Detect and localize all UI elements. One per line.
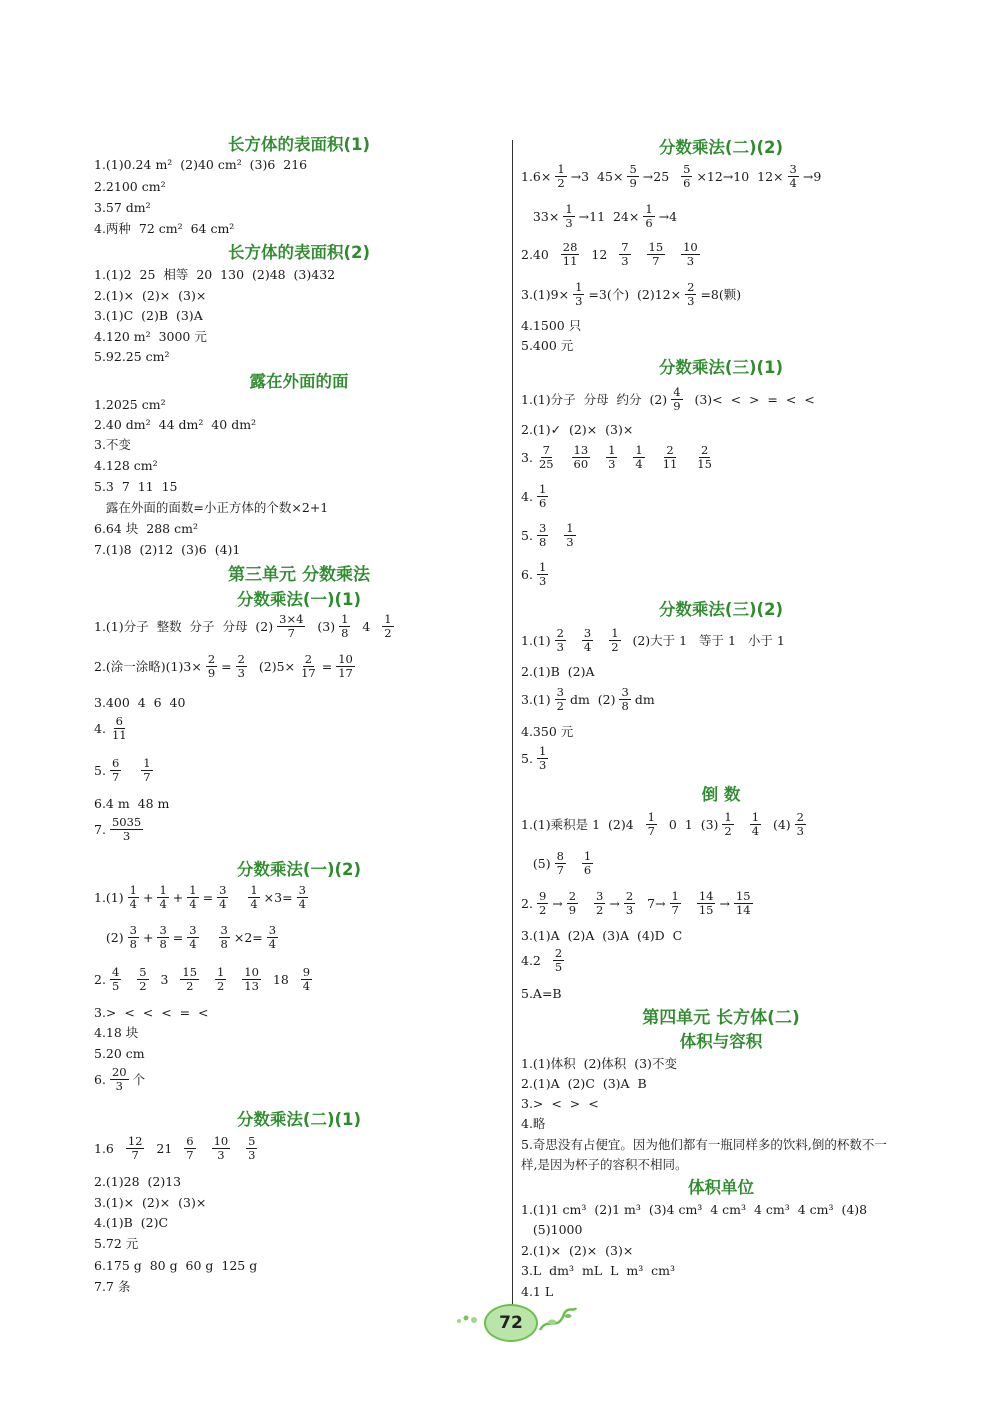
fraction: $\frac{3}{4}$ bbox=[189, 923, 197, 951]
answer-line: 6. $\frac{1}{3}$ bbox=[521, 560, 547, 588]
fraction: $\frac{1}{7}$ bbox=[143, 756, 151, 784]
answer-line: 4.18 块 bbox=[94, 1025, 139, 1040]
answer-line: 3.> < < < = < bbox=[94, 1005, 209, 1020]
answer-line: 4.1 L bbox=[521, 1284, 554, 1299]
answer-line: 3. $\frac{7}{25}$ $\frac{13}{60}$ $\frac{1}{3}$ $\frac{1}{4}$ $\frac{2}{11}$ $\frac{2}{15}$ bbox=[521, 443, 712, 471]
fraction: $\frac{1}{6}$ bbox=[538, 482, 547, 510]
answer-line: 4.略 bbox=[521, 1116, 546, 1131]
fraction: $\frac{7}{25}$ bbox=[538, 443, 554, 471]
answer-line: 样,是因为杯子的容积不相同。 bbox=[521, 1157, 688, 1172]
section-title: 分数乘法(一)(1) bbox=[236, 590, 362, 609]
fraction: $\frac{6}{7}$ bbox=[111, 756, 120, 784]
section-title: 分数乘法(三)(1) bbox=[658, 358, 784, 377]
answer-line: 1.(1) $\frac{1}{4}$ + $\frac{1}{4}$ + $\frac{1}{4}$ = $\frac{3}{4}$ $\frac{1}{4}$ ×3= $\frac{3}{4}$ bbox=[94, 883, 306, 911]
answer-line: 6.4 m 48 m bbox=[94, 796, 170, 811]
fraction: $\frac{3}{4}$ bbox=[219, 883, 227, 911]
answer-line: 3.57 dm² bbox=[94, 200, 151, 215]
answer-line: (2) $\frac{3}{8}$ + $\frac{3}{8}$ = $\frac{3}{4}$ $\frac{3}{8}$ ×2= $\frac{3}{4}$ bbox=[94, 923, 277, 951]
answer-line: 2.2100 cm² bbox=[94, 179, 166, 194]
answer-line: 2.(1)× (2)× (3)× bbox=[94, 288, 207, 303]
answer-line: 5.奇思没有占便宜。因为他们都有一瓶同样多的饮料,倒的杯数不一 bbox=[521, 1137, 887, 1152]
answer-line: 4.(1)B (2)C bbox=[94, 1215, 169, 1230]
answer-line: 露在外面的面数=小正方体的个数×2+1 bbox=[94, 500, 329, 515]
fraction: $\frac{1}{4}$ bbox=[189, 883, 197, 911]
fraction: $\frac{5}{6}$ bbox=[683, 162, 691, 190]
answer-line: 3.(1)9× $\frac{1}{3}$ =3(个) (2)12× $\frac{2}{3}$ =8(颗) bbox=[521, 280, 742, 308]
section-title: 分数乘法(一)(2) bbox=[236, 860, 362, 879]
fraction: $\frac{2}{9}$ bbox=[207, 652, 216, 680]
section-title: 第三单元 分数乘法 bbox=[228, 565, 370, 585]
answer-line: 4.128 cm² bbox=[94, 458, 158, 473]
answer-line: 6.175 g 80 g 60 g 125 g bbox=[94, 1258, 258, 1273]
fraction: $\frac{3}{4}$ bbox=[268, 923, 277, 951]
fraction: $\frac{1}{6}$ bbox=[583, 849, 592, 877]
fraction: $\frac{1}{2}$ bbox=[724, 810, 732, 838]
fraction: $\frac{2}{9}$ bbox=[568, 889, 577, 917]
fraction: $\frac{4}{5}$ bbox=[111, 965, 120, 993]
fraction: $\frac{1}{6}$ bbox=[645, 202, 653, 230]
answer-line: 2.40 $\frac{28}{11}$ 12 $\frac{7}{3}$ $\frac{15}{7}$ $\frac{10}{3}$ bbox=[521, 240, 698, 268]
section-title: 倒 数 bbox=[701, 785, 741, 804]
answer-line: 5.92.25 cm² bbox=[94, 349, 170, 364]
fraction: $\frac{1}{8}$ bbox=[341, 612, 349, 640]
section-title: 长方体的表面积(1) bbox=[227, 135, 371, 154]
answer-line: 3.(1)× (2)× (3)× bbox=[94, 1195, 207, 1210]
fraction: $\frac{3}{8}$ bbox=[129, 923, 137, 951]
answer-line: 3.不变 bbox=[94, 437, 131, 452]
answer-line: 7.(1)8 (2)12 (3)6 (4)1 bbox=[94, 542, 241, 557]
fraction: $\frac{10}{3}$ bbox=[683, 240, 698, 268]
answer-line: 3.(1) $\frac{3}{2}$ dm (2) $\frac{3}{8}$ dm bbox=[521, 685, 655, 713]
section-title: 体积单位 bbox=[688, 1178, 754, 1197]
answer-line: (5)1000 bbox=[521, 1222, 583, 1237]
answer-line: 1.(1)分子 分母 约分 (2) $\frac{4}{9}$ (3)< < > = < < bbox=[521, 385, 815, 413]
answer-line: 4.350 元 bbox=[521, 724, 574, 739]
fraction: $\frac{2}{3}$ bbox=[556, 626, 564, 654]
fraction: $\frac{2}{5}$ bbox=[554, 946, 563, 974]
fraction: $\frac{1}{2}$ bbox=[217, 965, 225, 993]
answer-line: 4. $\frac{6}{11}$ bbox=[94, 714, 127, 742]
fraction: $\frac{3}{8}$ bbox=[621, 685, 629, 713]
answer-line: 7.7 条 bbox=[94, 1279, 131, 1294]
fraction: $\frac{1}{3}$ bbox=[538, 744, 547, 772]
answer-line: 3.(1)A (2)A (3)A (4)D C bbox=[521, 928, 683, 943]
answer-line: 2.(1)✓ (2)× (3)× bbox=[521, 422, 634, 437]
fraction: $\frac{4}{9}$ bbox=[673, 385, 681, 413]
answer-line: 4.120 m² 3000 元 bbox=[94, 329, 207, 344]
answer-line: 6. $\frac{20}{3}$ 个 bbox=[94, 1065, 146, 1093]
fraction: $\frac{1}{2}$ bbox=[611, 626, 619, 654]
fraction: $\frac{1}{7}$ bbox=[647, 810, 655, 838]
fraction: $\frac{8}{7}$ bbox=[556, 849, 564, 877]
answer-line: 5.72 元 bbox=[94, 1236, 139, 1251]
answer-line: 3.> < > < bbox=[521, 1096, 599, 1111]
section-title: 分数乘法(三)(2) bbox=[658, 600, 784, 619]
answer-line: 2.(1)A (2)C (3)A B bbox=[521, 1076, 647, 1091]
answer-line: 5. $\frac{3}{8}$ $\frac{1}{3}$ bbox=[521, 521, 574, 549]
fraction: $\frac{5035}{3}$ bbox=[111, 815, 142, 843]
fraction: $\frac{3}{8}$ bbox=[538, 521, 547, 549]
section-title: 长方体的表面积(2) bbox=[227, 243, 371, 262]
answer-line: 2.(涂一涂略)(1)3× $\frac{2}{9}$ = $\frac{2}{3}$ (2)5× $\frac{2}{17}$ = $\frac{10}{17}$ bbox=[94, 652, 353, 680]
leaf-decoration-icon bbox=[455, 1312, 480, 1326]
section-title: 体积与容积 bbox=[679, 1032, 763, 1051]
answer-line: 5. $\frac{6}{7}$ $\frac{1}{7}$ bbox=[94, 756, 151, 784]
fraction: $\frac{20}{3}$ bbox=[111, 1065, 127, 1093]
fraction: $\frac{14}{15}$ bbox=[698, 889, 714, 917]
fraction: $\frac{1}{7}$ bbox=[671, 889, 679, 917]
fraction: $\frac{3\times 4}{7}$ bbox=[279, 612, 304, 640]
vine-decoration-icon bbox=[538, 1306, 578, 1334]
fraction: $\frac{1}{4}$ bbox=[751, 810, 760, 838]
column-divider bbox=[512, 140, 513, 1305]
answer-line: 4.两种 72 cm² 64 cm² bbox=[94, 221, 235, 236]
section-title: 分数乘法(二)(1) bbox=[236, 1110, 362, 1129]
fraction: $\frac{9}{2}$ bbox=[538, 889, 547, 917]
fraction: $\frac{1}{3}$ bbox=[565, 202, 573, 230]
fraction: $\frac{2}{3}$ bbox=[625, 889, 634, 917]
fraction: $\frac{10}{13}$ bbox=[244, 965, 259, 993]
answer-line: 1.(1)1 cm³ (2)1 m³ (3)4 cm³ 4 cm³ 4 cm³ 4 cm³ (4)8 bbox=[521, 1202, 868, 1217]
answer-line: 5.A=B bbox=[521, 986, 562, 1001]
answer-line: 4. $\frac{1}{6}$ bbox=[521, 482, 547, 510]
fraction: $\frac{5}{9}$ bbox=[629, 162, 637, 190]
answer-line: 1.6 $\frac{12}{7}$ 21 $\frac{6}{7}$ $\frac{10}{3}$ $\frac{5}{3}$ bbox=[94, 1134, 256, 1162]
fraction: $\frac{13}{60}$ bbox=[573, 443, 589, 471]
page-number: 72 bbox=[484, 1304, 538, 1342]
fraction: $\frac{1}{2}$ bbox=[557, 162, 565, 190]
answer-line: 5.20 cm bbox=[94, 1046, 145, 1061]
answer-line: 7. $\frac{5035}{3}$ bbox=[94, 815, 142, 843]
answer-line: 1.(1)乘积是 1 (2)4 $\frac{1}{7}$ 0 1 (3) $\frac{1}{2}$ $\frac{1}{4}$ (4) $\frac{2}{3}$ bbox=[521, 810, 804, 838]
answer-line: 4.1500 只 bbox=[521, 318, 582, 333]
fraction: $\frac{3}{4}$ bbox=[789, 162, 797, 190]
answer-line: 1.(1)体积 (2)体积 (3)不变 bbox=[521, 1056, 677, 1071]
fraction: $\frac{1}{3}$ bbox=[538, 560, 547, 588]
fraction: $\frac{3}{2}$ bbox=[596, 889, 604, 917]
answer-line: 1.(1) $\frac{2}{3}$ $\frac{3}{4}$ $\frac{1}{2}$ (2)大于 1 等于 1 小于 1 bbox=[521, 626, 785, 654]
fraction: $\frac{1}{4}$ bbox=[250, 883, 258, 911]
fraction: $\frac{15}{14}$ bbox=[735, 889, 751, 917]
fraction: $\frac{3}{4}$ bbox=[583, 626, 592, 654]
answer-line: 1.(1)0.24 m² (2)40 cm² (3)6 216 bbox=[94, 157, 308, 172]
answer-line: 1.6× $\frac{1}{2}$ →3 45× $\frac{5}{9}$ →25 $\frac{5}{6}$ ×12→10 12× $\frac{3}{4}$ →9 bbox=[521, 162, 822, 190]
fraction: $\frac{15}{2}$ bbox=[182, 965, 198, 993]
fraction: $\frac{10}{3}$ bbox=[213, 1134, 229, 1162]
answer-line: 5.3 7 11 15 bbox=[94, 479, 178, 494]
answer-line: 2. $\frac{4}{5}$ $\frac{5}{2}$ 3 $\frac{15}{2}$ $\frac{1}{2}$ $\frac{10}{13}$ 18 $\frac{9}{4}$ bbox=[94, 965, 311, 993]
fraction: $\frac{15}{7}$ bbox=[648, 240, 664, 268]
answer-line: 2. $\frac{9}{2}$ → $\frac{2}{9}$ $\frac{3}{2}$ → $\frac{2}{3}$ 7→ $\frac{1}{7}$ $\frac{14}{15}$ → $\frac{15}{14}$ bbox=[521, 889, 751, 917]
fraction: $\frac{3}{8}$ bbox=[159, 923, 167, 951]
fraction: $\frac{2}{15}$ bbox=[697, 443, 712, 471]
fraction: $\frac{28}{11}$ bbox=[562, 240, 578, 268]
fraction: $\frac{7}{3}$ bbox=[621, 240, 629, 268]
fraction: $\frac{6}{11}$ bbox=[111, 714, 127, 742]
answer-line: 6.64 块 288 cm² bbox=[94, 521, 198, 536]
fraction: $\frac{1}{4}$ bbox=[635, 443, 643, 471]
answer-line: 1.(1)分子 整数 分子 分母 (2) $\frac{3\times 4}{7}$ (3) $\frac{1}{8}$ 4 $\frac{1}{2}$ bbox=[94, 612, 392, 640]
fraction: $\frac{9}{4}$ bbox=[302, 965, 311, 993]
answer-line: 2.(1)× (2)× (3)× bbox=[521, 1243, 634, 1258]
answer-line: 5. $\frac{1}{3}$ bbox=[521, 744, 547, 772]
fraction: $\frac{2}{3}$ bbox=[796, 810, 804, 838]
fraction: $\frac{5}{2}$ bbox=[139, 965, 147, 993]
fraction: $\frac{3}{2}$ bbox=[556, 685, 564, 713]
answer-line: 2.(1)B (2)A bbox=[521, 664, 595, 679]
section-title: 露在外面的面 bbox=[249, 372, 349, 391]
fraction: $\frac{1}{3}$ bbox=[566, 521, 574, 549]
answer-line: 4.2 $\frac{2}{5}$ bbox=[521, 946, 563, 974]
answer-line: 3.400 4 6 40 bbox=[94, 695, 186, 710]
fraction: $\frac{2}{3}$ bbox=[687, 280, 695, 308]
fraction: $\frac{12}{7}$ bbox=[127, 1134, 143, 1162]
answer-line: 33× $\frac{1}{3}$ →11 24× $\frac{1}{6}$ →4 bbox=[521, 202, 678, 230]
fraction: $\frac{3}{4}$ bbox=[298, 883, 306, 911]
fraction: $\frac{1}{4}$ bbox=[159, 883, 167, 911]
fraction: $\frac{2}{3}$ bbox=[237, 652, 245, 680]
fraction: $\frac{3}{8}$ bbox=[220, 923, 228, 951]
answer-line: 3.L dm³ mL L m³ cm³ bbox=[521, 1263, 676, 1278]
answer-line: 5.400 元 bbox=[521, 338, 574, 353]
answer-line: 1.(1)2 25 相等 20 130 (2)48 (3)432 bbox=[94, 267, 336, 282]
answer-line: 2.(1)28 (2)13 bbox=[94, 1174, 182, 1189]
answer-line: 2.40 dm² 44 dm² 40 dm² bbox=[94, 417, 257, 432]
section-title: 分数乘法(二)(2) bbox=[658, 138, 784, 157]
fraction: $\frac{1}{3}$ bbox=[575, 280, 583, 308]
fraction: $\frac{6}{7}$ bbox=[186, 1134, 194, 1162]
answer-line: 1.2025 cm² bbox=[94, 397, 166, 412]
fraction: $\frac{5}{3}$ bbox=[248, 1134, 256, 1162]
fraction: $\frac{1}{4}$ bbox=[129, 883, 137, 911]
answer-line: (5) $\frac{8}{7}$ $\frac{1}{6}$ bbox=[521, 849, 592, 877]
fraction: $\frac{2}{11}$ bbox=[662, 443, 678, 471]
section-title: 第四单元 长方体(二) bbox=[642, 1008, 800, 1028]
fraction: $\frac{2}{17}$ bbox=[301, 652, 316, 680]
fraction: $\frac{10}{17}$ bbox=[338, 652, 353, 680]
fraction: $\frac{1}{2}$ bbox=[384, 612, 392, 640]
fraction: $\frac{1}{3}$ bbox=[608, 443, 616, 471]
answer-line: 3.(1)C (2)B (3)A bbox=[94, 308, 203, 323]
